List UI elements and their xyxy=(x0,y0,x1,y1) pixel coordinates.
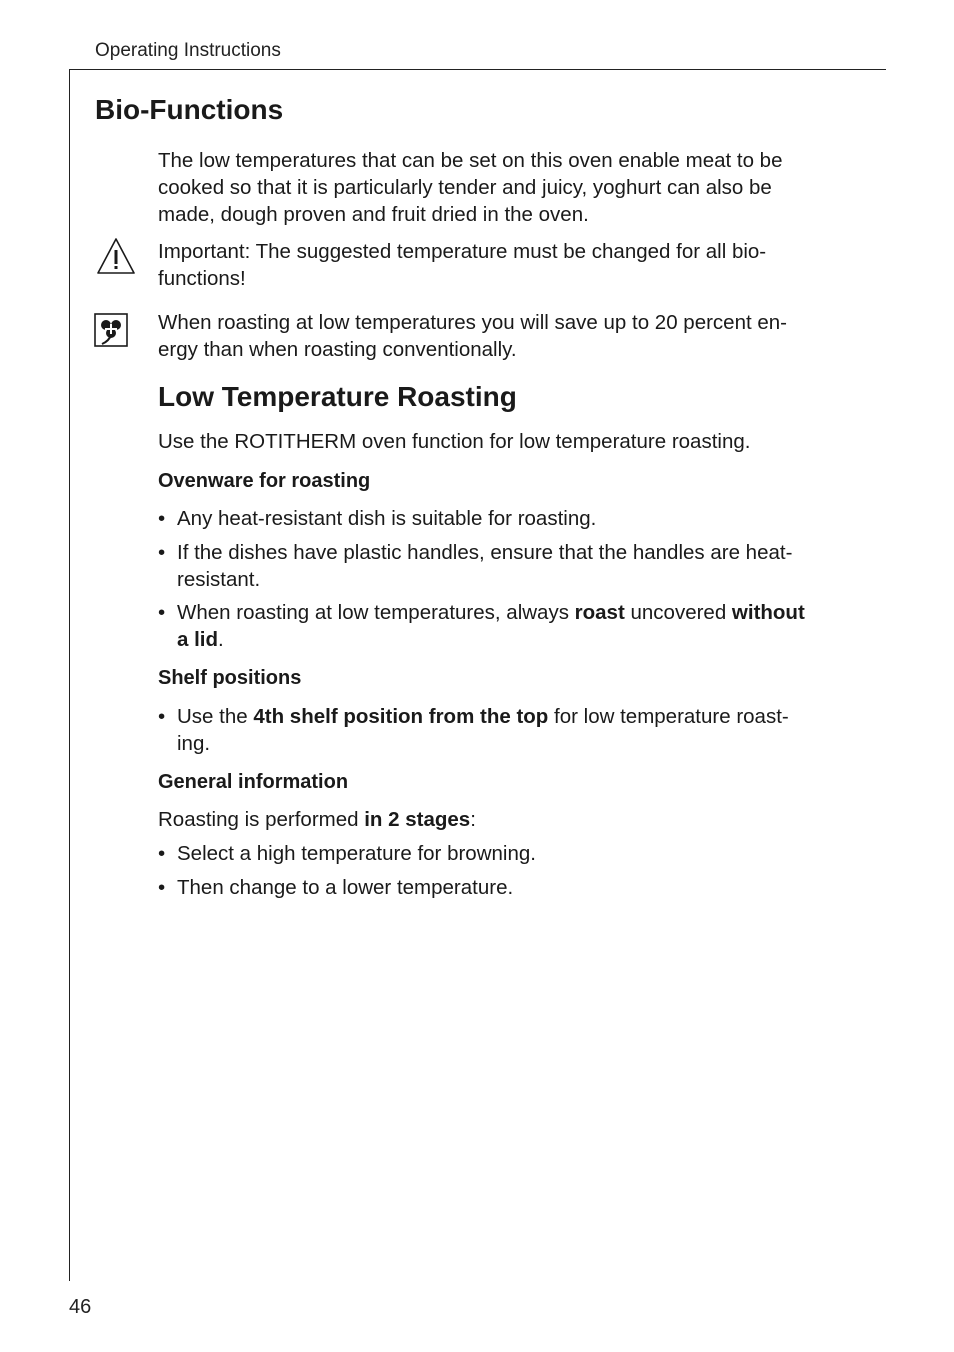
bullet-text: ing. xyxy=(177,732,211,755)
bullet-dot: • xyxy=(158,876,166,899)
bullet-dot: • xyxy=(158,601,166,624)
bullet-text xyxy=(177,703,858,730)
low-temp-intro: Use the ROTITHERM oven function for low temperature roasting. xyxy=(158,430,751,453)
bio-intro-paragraph xyxy=(158,147,858,228)
bullet-text: resistant. xyxy=(177,568,261,591)
important-note xyxy=(158,238,858,292)
page-number: 46 xyxy=(69,1296,92,1318)
emphasis: a lid xyxy=(177,628,219,651)
bullet-dot: • xyxy=(158,842,166,865)
bullet-dot: • xyxy=(158,507,166,530)
emphasis: 4th shelf position from the top xyxy=(253,705,549,728)
bio-functions-title: Bio-Functions xyxy=(95,94,284,125)
text-run: for low temperature roast- xyxy=(548,705,789,728)
stages-paragraph xyxy=(158,806,858,833)
emphasis: without xyxy=(731,601,805,624)
header-rule xyxy=(69,69,886,70)
text-run: : xyxy=(470,808,476,831)
text-run: When roasting at low temperatures, always xyxy=(177,601,575,624)
text-line: functions! xyxy=(158,267,246,290)
bullet-item xyxy=(158,840,858,867)
emphasis: roast xyxy=(574,601,625,624)
text-line: When roasting at low temperatures you will save up to 20 percent en- xyxy=(158,311,787,334)
margin-rule xyxy=(69,69,70,1281)
text-line: made, dough proven and fruit dried in the oven. xyxy=(158,203,589,226)
ovenware-heading: Ovenware for roasting xyxy=(158,470,371,492)
bullet-text xyxy=(177,599,858,626)
text-run: uncovered xyxy=(624,601,732,624)
text-line: Important: The suggested temperature must be changed for all bio- xyxy=(158,240,767,263)
text-run: Use the xyxy=(177,705,254,728)
text-line: The low temperatures that can be set on this oven enable meat to be xyxy=(158,149,783,172)
energy-tip xyxy=(158,309,858,363)
shelf-heading: Shelf positions xyxy=(158,667,302,689)
bullet-item xyxy=(158,505,858,532)
warning-triangle-icon xyxy=(95,236,137,276)
low-temp-roasting-title: Low Temperature Roasting xyxy=(158,381,517,412)
text-line: ergy than when roasting conventionally. xyxy=(158,338,517,361)
text-run: Roasting is performed xyxy=(158,808,365,831)
text-line: cooked so that it is particularly tender and juicy, yoghurt can also be xyxy=(158,176,772,199)
running-header: Operating Instructions xyxy=(95,40,281,61)
text-run: . xyxy=(218,628,224,651)
bullet-text: Then change to a lower temperature. xyxy=(177,876,514,899)
bullet-item xyxy=(158,539,858,593)
bullet-text: Any heat-resistant dish is suitable for roasting. xyxy=(177,507,597,530)
bullet-text xyxy=(177,626,858,653)
bullet-item xyxy=(158,874,858,901)
clover-leaf-icon xyxy=(94,313,128,347)
bullet-dot: • xyxy=(158,705,166,728)
bullet-item xyxy=(158,703,858,757)
bullet-text: Select a high temperature for browning. xyxy=(177,842,536,865)
bullet-item xyxy=(158,599,858,653)
bullet-dot: • xyxy=(158,541,166,564)
general-info-heading: General information xyxy=(158,771,349,793)
bullet-text: If the dishes have plastic handles, ensure that the handles are heat- xyxy=(177,541,793,564)
emphasis: in 2 stages xyxy=(364,808,471,831)
